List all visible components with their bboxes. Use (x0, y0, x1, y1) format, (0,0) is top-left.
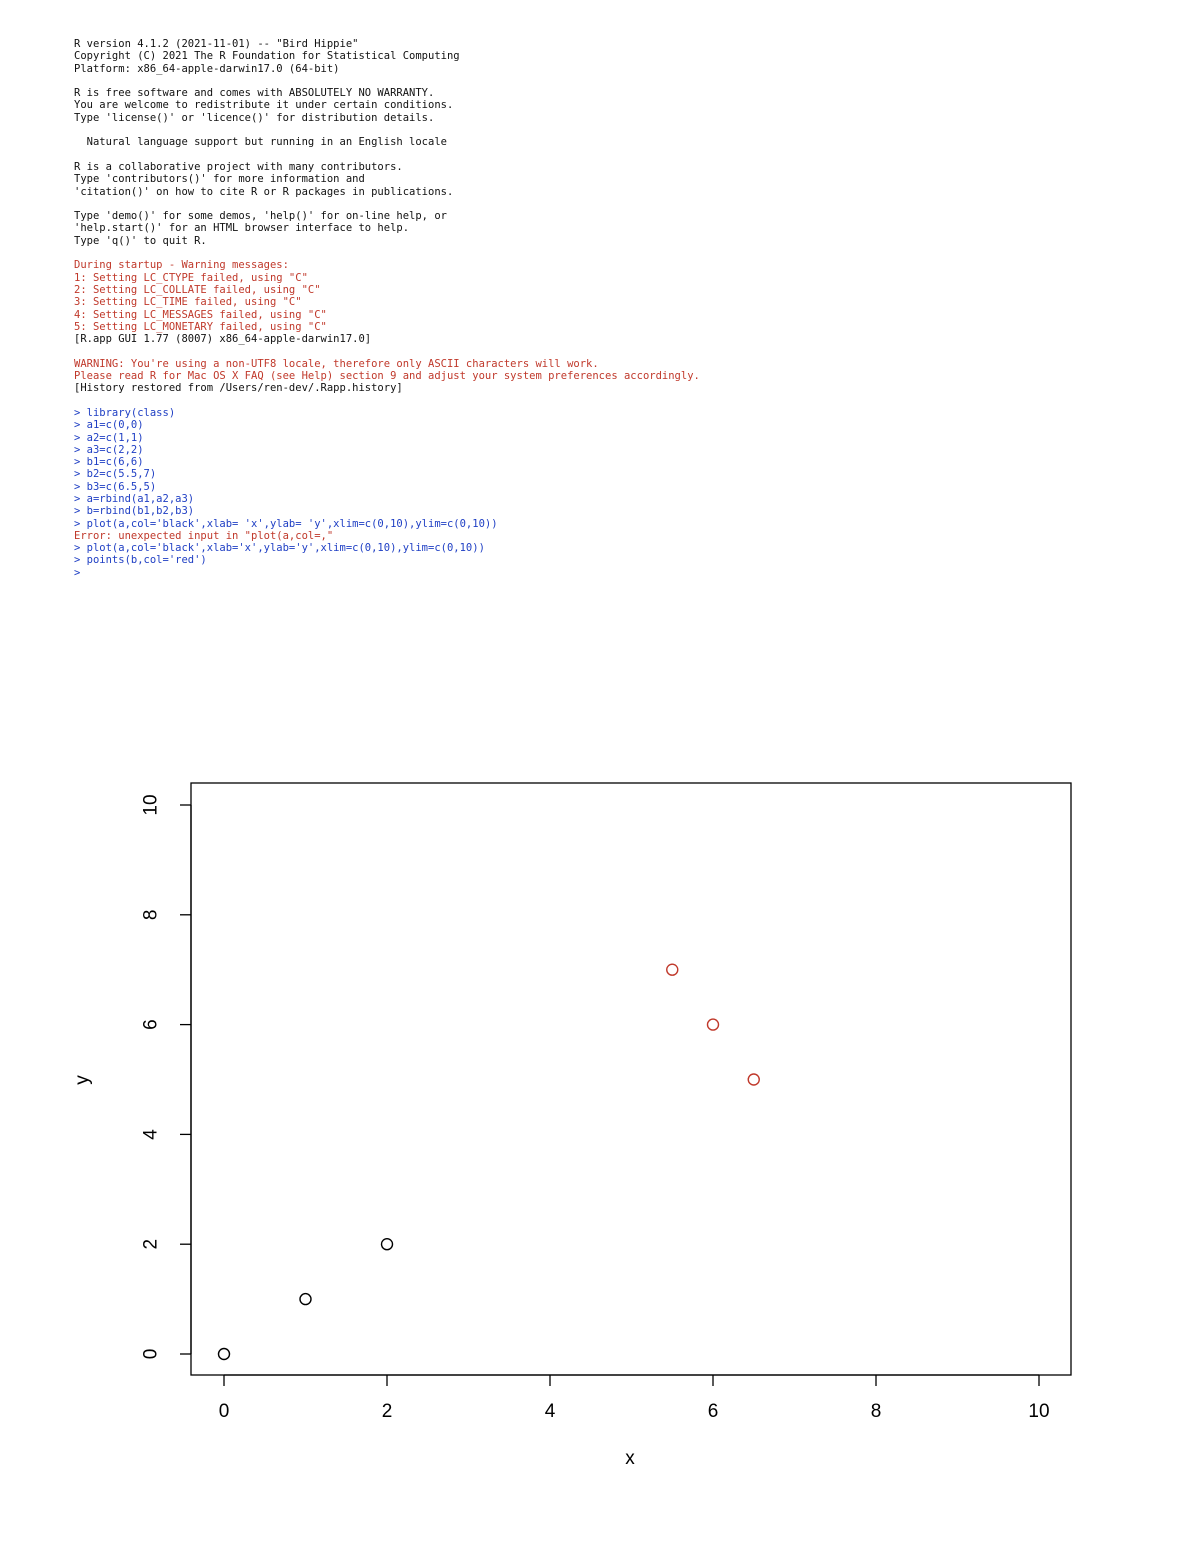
startup-warning-line: 1: Setting LC_CTYPE failed, using "C" (74, 271, 308, 284)
x-tick-label: 4 (544, 1401, 556, 1422)
console-command-line: > plot(a,col='black',xlab='x',ylab='y',xlim=c(0,10),ylim=c(0,10)) (74, 542, 485, 555)
console-header-line: Type 'contributors()' for more information and (74, 173, 365, 186)
console-header-line: R is free software and comes with ABSOLUTELY NO WARRANTY. (74, 87, 435, 100)
data-point (667, 964, 678, 975)
x-tick-label: 0 (218, 1401, 230, 1422)
console-command-line: > a3=c(2,2) (74, 443, 144, 456)
console-header-line: 'citation()' on how to cite R or R packages in publications. (74, 185, 454, 198)
y-tick-label: 4 (140, 1129, 162, 1140)
points-layer (219, 964, 760, 1359)
console-command-line: > a1=c(0,0) (74, 419, 144, 432)
console-header-line: Type 'q()' to quit R. (74, 234, 207, 247)
startup-warning-line: 2: Setting LC_COLLATE failed, using "C" (74, 283, 321, 296)
y-tick-label: 10 (140, 794, 162, 816)
gui-info-line: [R.app GUI 1.77 (8007) x86_64-apple-darwin17.0] (74, 333, 372, 346)
x-tick-label: 10 (1028, 1401, 1050, 1422)
console-command-line: > b1=c(6,6) (74, 456, 144, 469)
plot-box (191, 783, 1071, 1375)
history-note-line: [History restored from /Users/ren-dev/.Rapp.history] (74, 382, 403, 395)
data-point (708, 1019, 719, 1030)
console-error-line: Error: unexpected input in "plot(a,col=," (74, 529, 334, 542)
data-point (382, 1239, 393, 1250)
startup-warning-line: 3: Setting LC_TIME failed, using "C" (74, 296, 302, 309)
y-tick-label: 6 (140, 1019, 162, 1030)
console-header-line: Platform: x86_64-apple-darwin17.0 (64-bit) (74, 62, 340, 75)
console-command-line: > b2=c(5.5,7) (74, 468, 157, 481)
x-tick-label: 8 (870, 1401, 882, 1422)
data-point (219, 1349, 230, 1360)
console-command-line: > b=rbind(b1,b2,b3) (74, 505, 195, 518)
y-tick-label: 8 (140, 909, 162, 921)
data-point (300, 1294, 311, 1305)
console-command-line: > a2=c(1,1) (74, 431, 144, 444)
console-header-line: R version 4.1.2 (2021-11-01) -- "Bird Hippie" (74, 38, 359, 50)
y-tick-label: 2 (140, 1238, 162, 1250)
console-header-line: Copyright (C) 2021 The R Foundation for Statistical Computing (74, 50, 460, 63)
startup-warning-line: 4: Setting LC_MESSAGES failed, using "C" (74, 308, 327, 321)
console-header-line: Type 'license()' or 'licence()' for distribution details. (74, 111, 435, 124)
locale-warning-line: Please read R for Mac OS X FAQ (see Help) section 9 and adjust your system preferences accordingly. (74, 370, 700, 383)
startup-warning-line: During startup - Warning messages: (74, 259, 289, 272)
console-command-line: > b3=c(6.5,5) (74, 480, 157, 493)
y-axis-label: y (72, 1075, 93, 1085)
console-command-line: > a=rbind(a1,a2,a3) (74, 492, 195, 505)
startup-warning-line: 5: Setting LC_MONETARY failed, using "C" (74, 320, 327, 333)
data-point (748, 1074, 759, 1085)
locale-warning-line: WARNING: You're using a non-UTF8 locale, therefore only ASCII characters will work. (74, 357, 599, 370)
x-tick-label: 6 (707, 1401, 719, 1422)
axis-layer (141, 794, 1050, 1422)
console-header-line: Natural language support but running in an English locale (74, 136, 447, 149)
console-command-line: > library(class) (74, 406, 176, 419)
console-command-line: > plot(a,col='black',xlab= 'x',ylab= 'y',xlim=c(0,10),ylim=c(0,10)) (74, 517, 498, 530)
console-command-line: > (74, 566, 81, 579)
x-axis-label: x (625, 1448, 635, 1469)
x-tick-label: 2 (381, 1401, 393, 1422)
console-header-line: Type 'demo()' for some demos, 'help()' for on-line help, or (74, 210, 447, 223)
plot-frame-layer (191, 783, 1071, 1375)
console-header-line: 'help.start()' for an HTML browser interface to help. (74, 222, 410, 235)
y-tick-label: 0 (140, 1348, 162, 1360)
console-command-line: > points(b,col='red') (74, 554, 207, 567)
console-header-line: R is a collaborative project with many contributors. (74, 160, 403, 173)
console-header-line: You are welcome to redistribute it under certain conditions. (74, 99, 454, 112)
